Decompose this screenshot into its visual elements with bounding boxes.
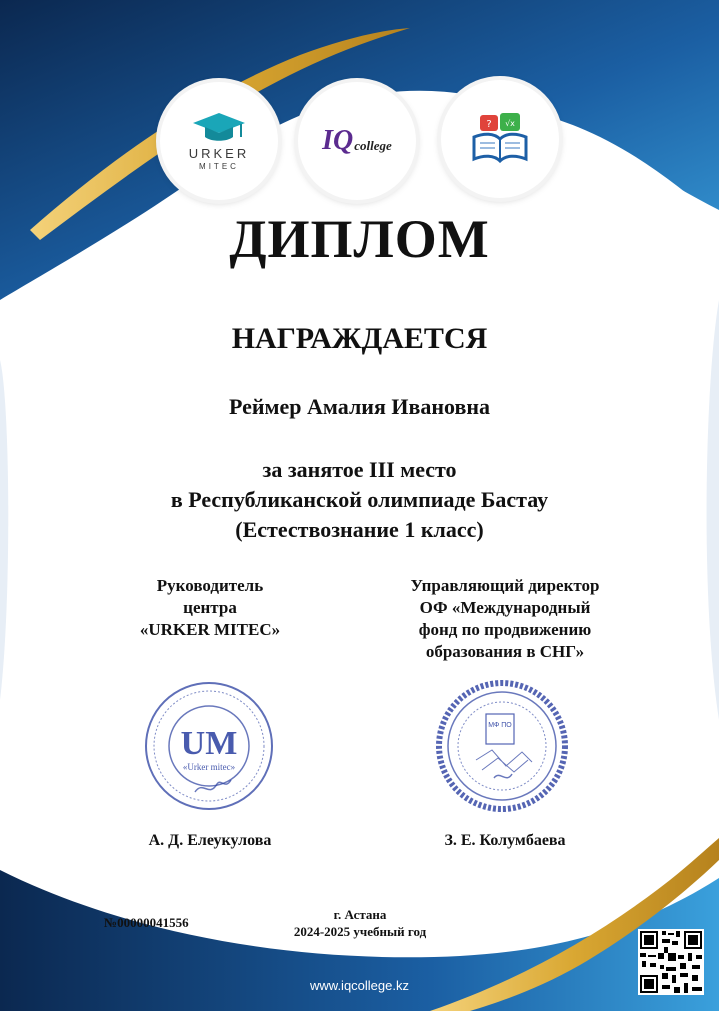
iq-college-logo xyxy=(298,82,416,200)
position-line: образования в СНГ» xyxy=(425,642,585,661)
reason-line: за занятое III место xyxy=(262,457,457,482)
stamp-sub-text: «Urker mitec» xyxy=(182,762,236,772)
reason-line: (Естествознание 1 класс) xyxy=(235,517,484,542)
awarded-heading: НАГРАЖДАЕТСЯ xyxy=(231,322,488,355)
urker-mitec-stamp xyxy=(143,680,275,812)
city-text: г. Астана xyxy=(333,907,387,922)
left-signatory-name: А. Д. Елеукулова xyxy=(148,832,272,849)
mitec-text: MITEC xyxy=(199,162,239,171)
position-line: фонд по продвижению xyxy=(418,620,592,639)
stamp-center-text: МФ ПО xyxy=(488,722,512,729)
website-link[interactable]: www.iqcollege.kz xyxy=(310,978,409,993)
stamp-center-text: UM xyxy=(180,725,238,762)
diploma-number: №00000041556 xyxy=(104,915,189,930)
award-reason xyxy=(0,455,719,545)
reason-line: в Республиканской олимпиаде Бастау xyxy=(170,487,549,512)
position-line: «URKER MITEC» xyxy=(139,620,281,639)
position-line: ОФ «Международный xyxy=(419,598,591,617)
svg-text:√x: √x xyxy=(505,119,515,128)
college-text: college xyxy=(354,138,392,153)
recipient-name: Реймер Амалия Ивановна xyxy=(228,394,491,419)
urker-mitec-logo xyxy=(160,82,278,200)
right-signatory-position xyxy=(375,575,635,663)
qr-code-icon[interactable] xyxy=(638,929,704,995)
place-and-year xyxy=(270,906,450,940)
right-signatory-name: З. Е. Колумбаева xyxy=(444,832,566,849)
open-book-logo xyxy=(441,80,559,198)
position-line: центра xyxy=(183,598,237,617)
urker-text: URKER xyxy=(188,146,250,161)
open-book-icon xyxy=(468,111,532,167)
svg-text:?: ? xyxy=(486,119,492,130)
fund-stamp xyxy=(436,680,568,812)
iq-mark: IQ xyxy=(322,125,354,156)
diploma-title: ДИПЛОМ xyxy=(229,209,490,269)
left-signatory-position xyxy=(95,575,325,641)
graduation-cap-icon xyxy=(191,111,247,145)
position-line: Руководитель xyxy=(156,576,264,595)
position-line: Управляющий директор xyxy=(410,576,600,595)
year-text: 2024-2025 учебный год xyxy=(293,924,427,939)
